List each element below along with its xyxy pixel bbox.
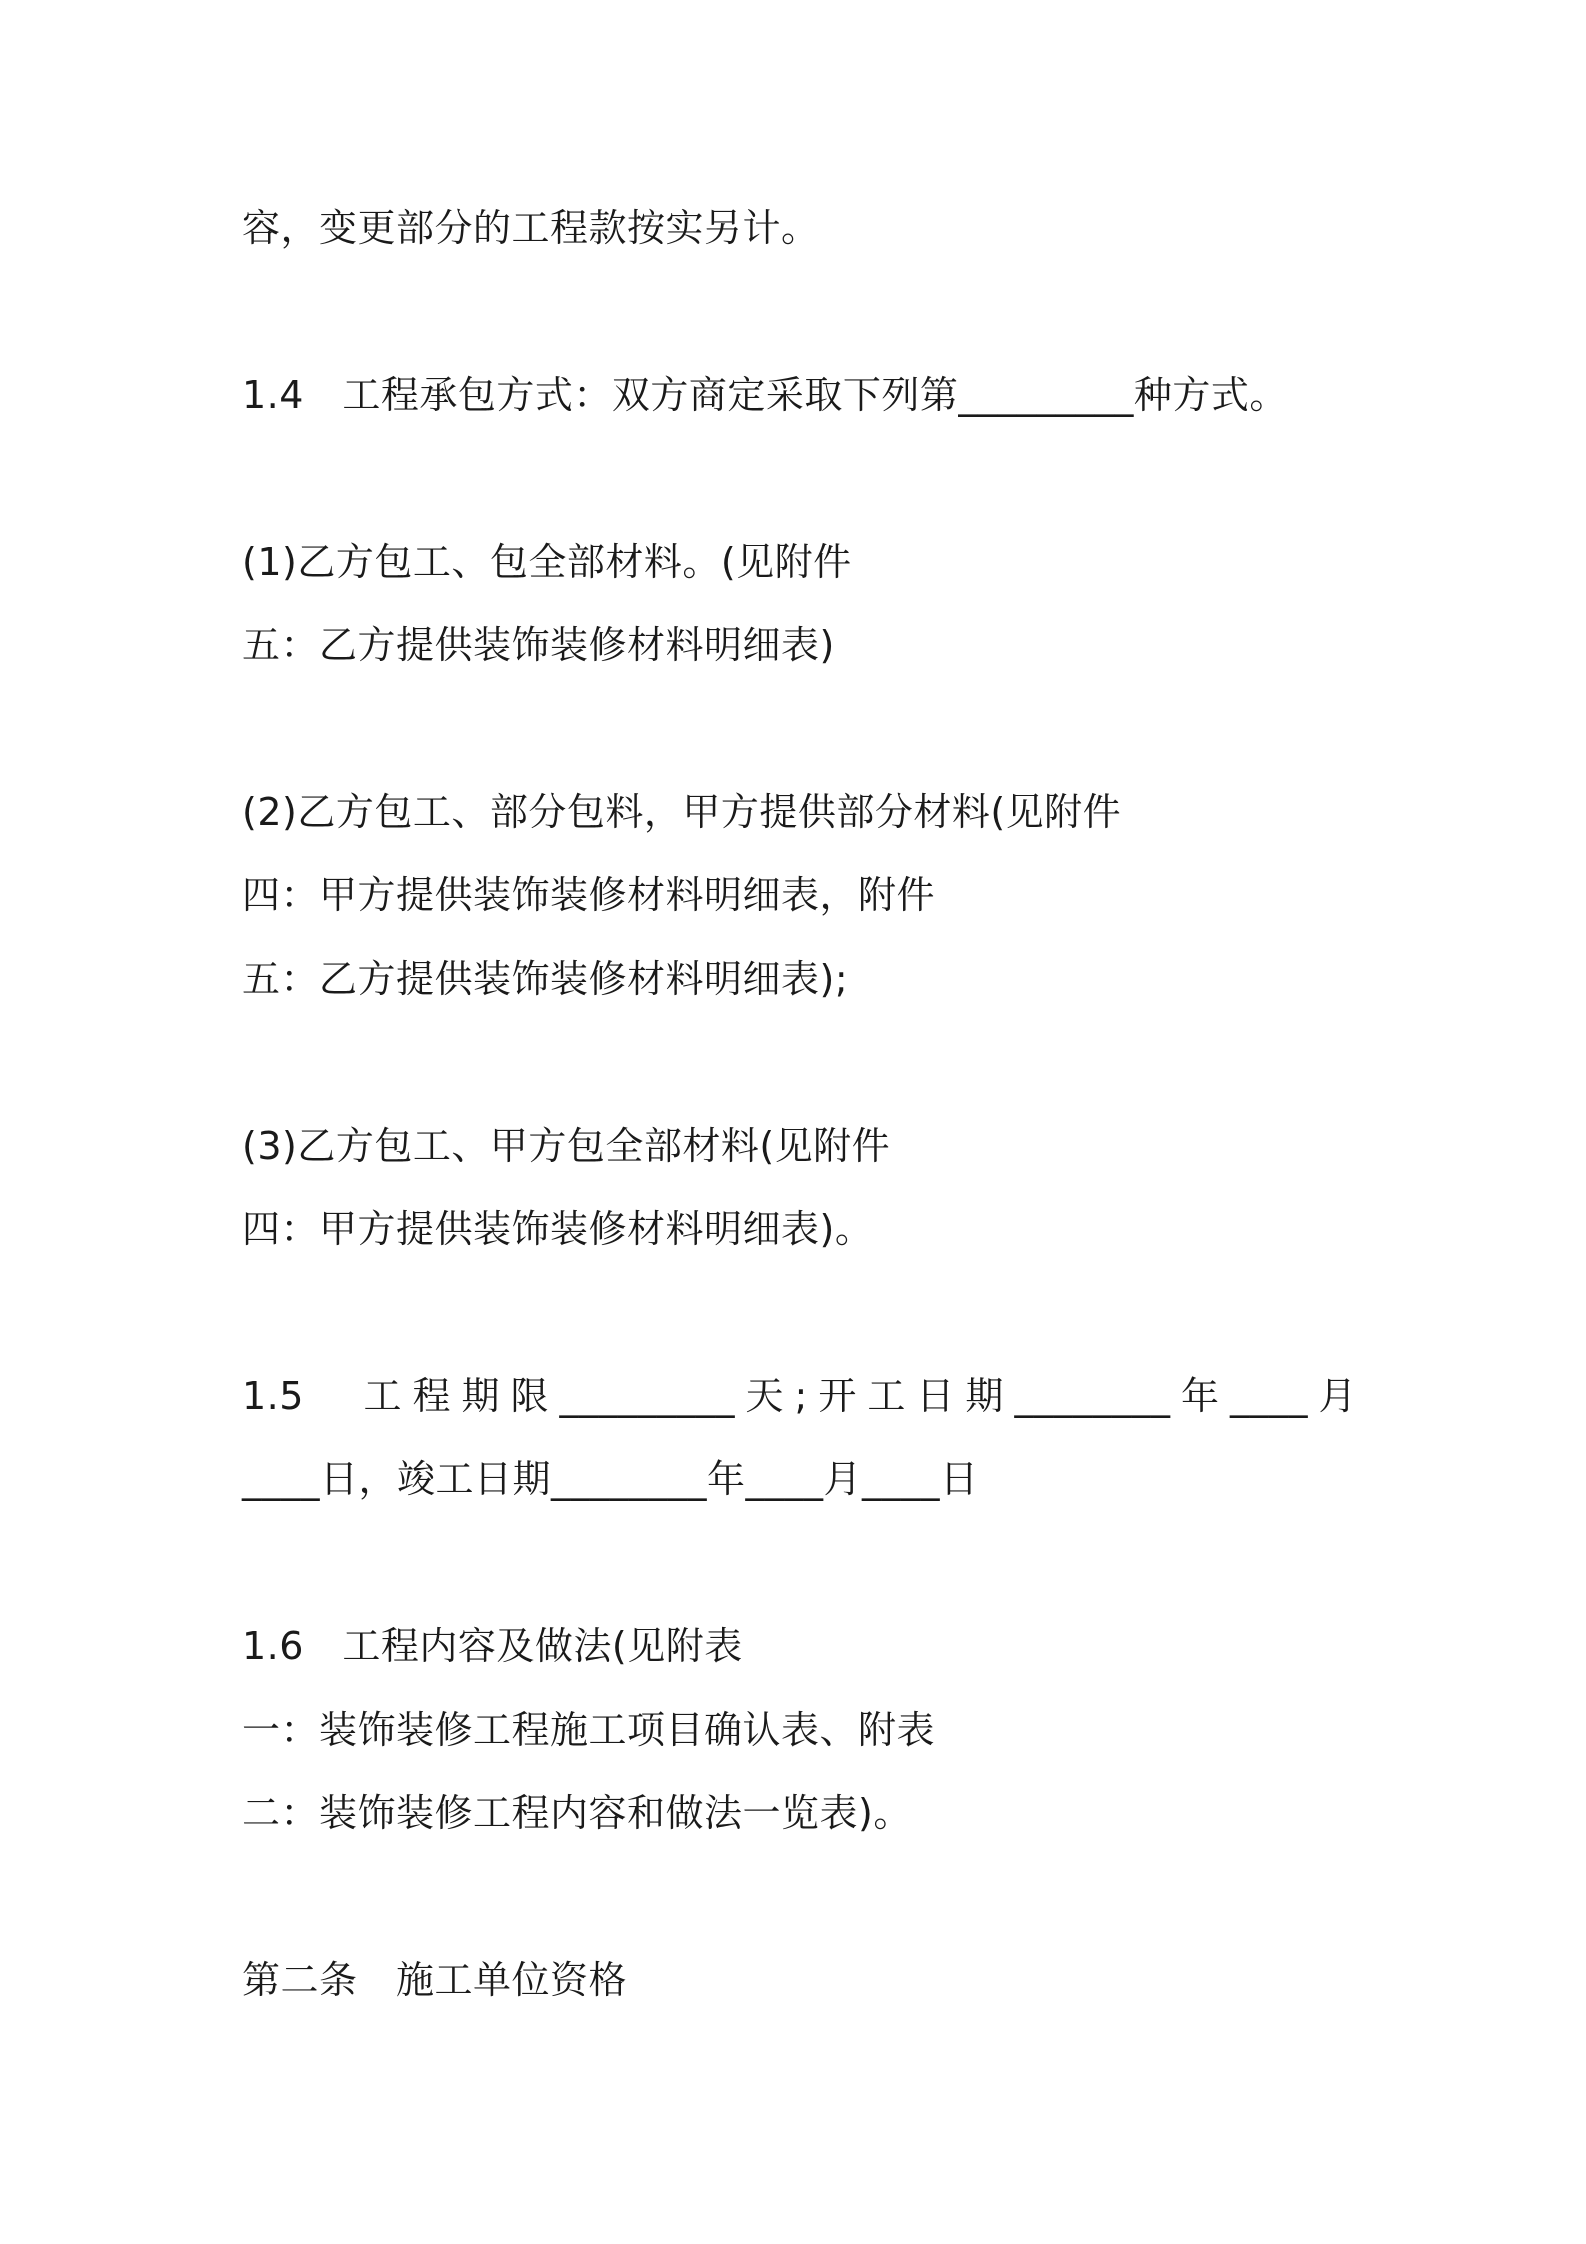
option-2-line-3: 五：乙方提供装饰装修材料明细表); xyxy=(242,957,849,1001)
option-1-line-2: 五：乙方提供装饰装修材料明细表) xyxy=(242,623,835,667)
clause-1-6-line-2: 一：装饰装修工程施工项目确认表、附表 xyxy=(242,1708,936,1752)
clause-1-5-line-1: 1.5 工程期限_________天;开工日期________年____月 xyxy=(242,1374,1357,1418)
clause-1-5-line-2: ____日，竣工日期________年____月____日 xyxy=(242,1457,979,1501)
article-2-heading: 第二条 施工单位资格 xyxy=(242,1958,628,2002)
option-1-line-1: (1)乙方包工、包全部材料。(见附件 xyxy=(242,540,852,584)
clause-1-6-line-3: 二：装饰装修工程内容和做法一览表)。 xyxy=(242,1791,912,1835)
option-3-line-1: (3)乙方包工、甲方包全部材料(见附件 xyxy=(242,1124,891,1168)
text-line-1: 容，变更部分的工程款按实另计。 xyxy=(242,206,820,250)
option-3-line-2: 四：甲方提供装饰装修材料明细表)。 xyxy=(242,1207,874,1251)
clause-1-6-line-1: 1.6 工程内容及做法(见附表 xyxy=(242,1624,743,1668)
option-2-line-2: 四：甲方提供装饰装修材料明细表，附件 xyxy=(242,873,936,917)
option-2-line-1: (2)乙方包工、部分包料，甲方提供部分材料(见附件 xyxy=(242,790,1122,834)
clause-1-4-line: 1.4 工程承包方式：双方商定采取下列第_________种方式。 xyxy=(242,373,1288,417)
